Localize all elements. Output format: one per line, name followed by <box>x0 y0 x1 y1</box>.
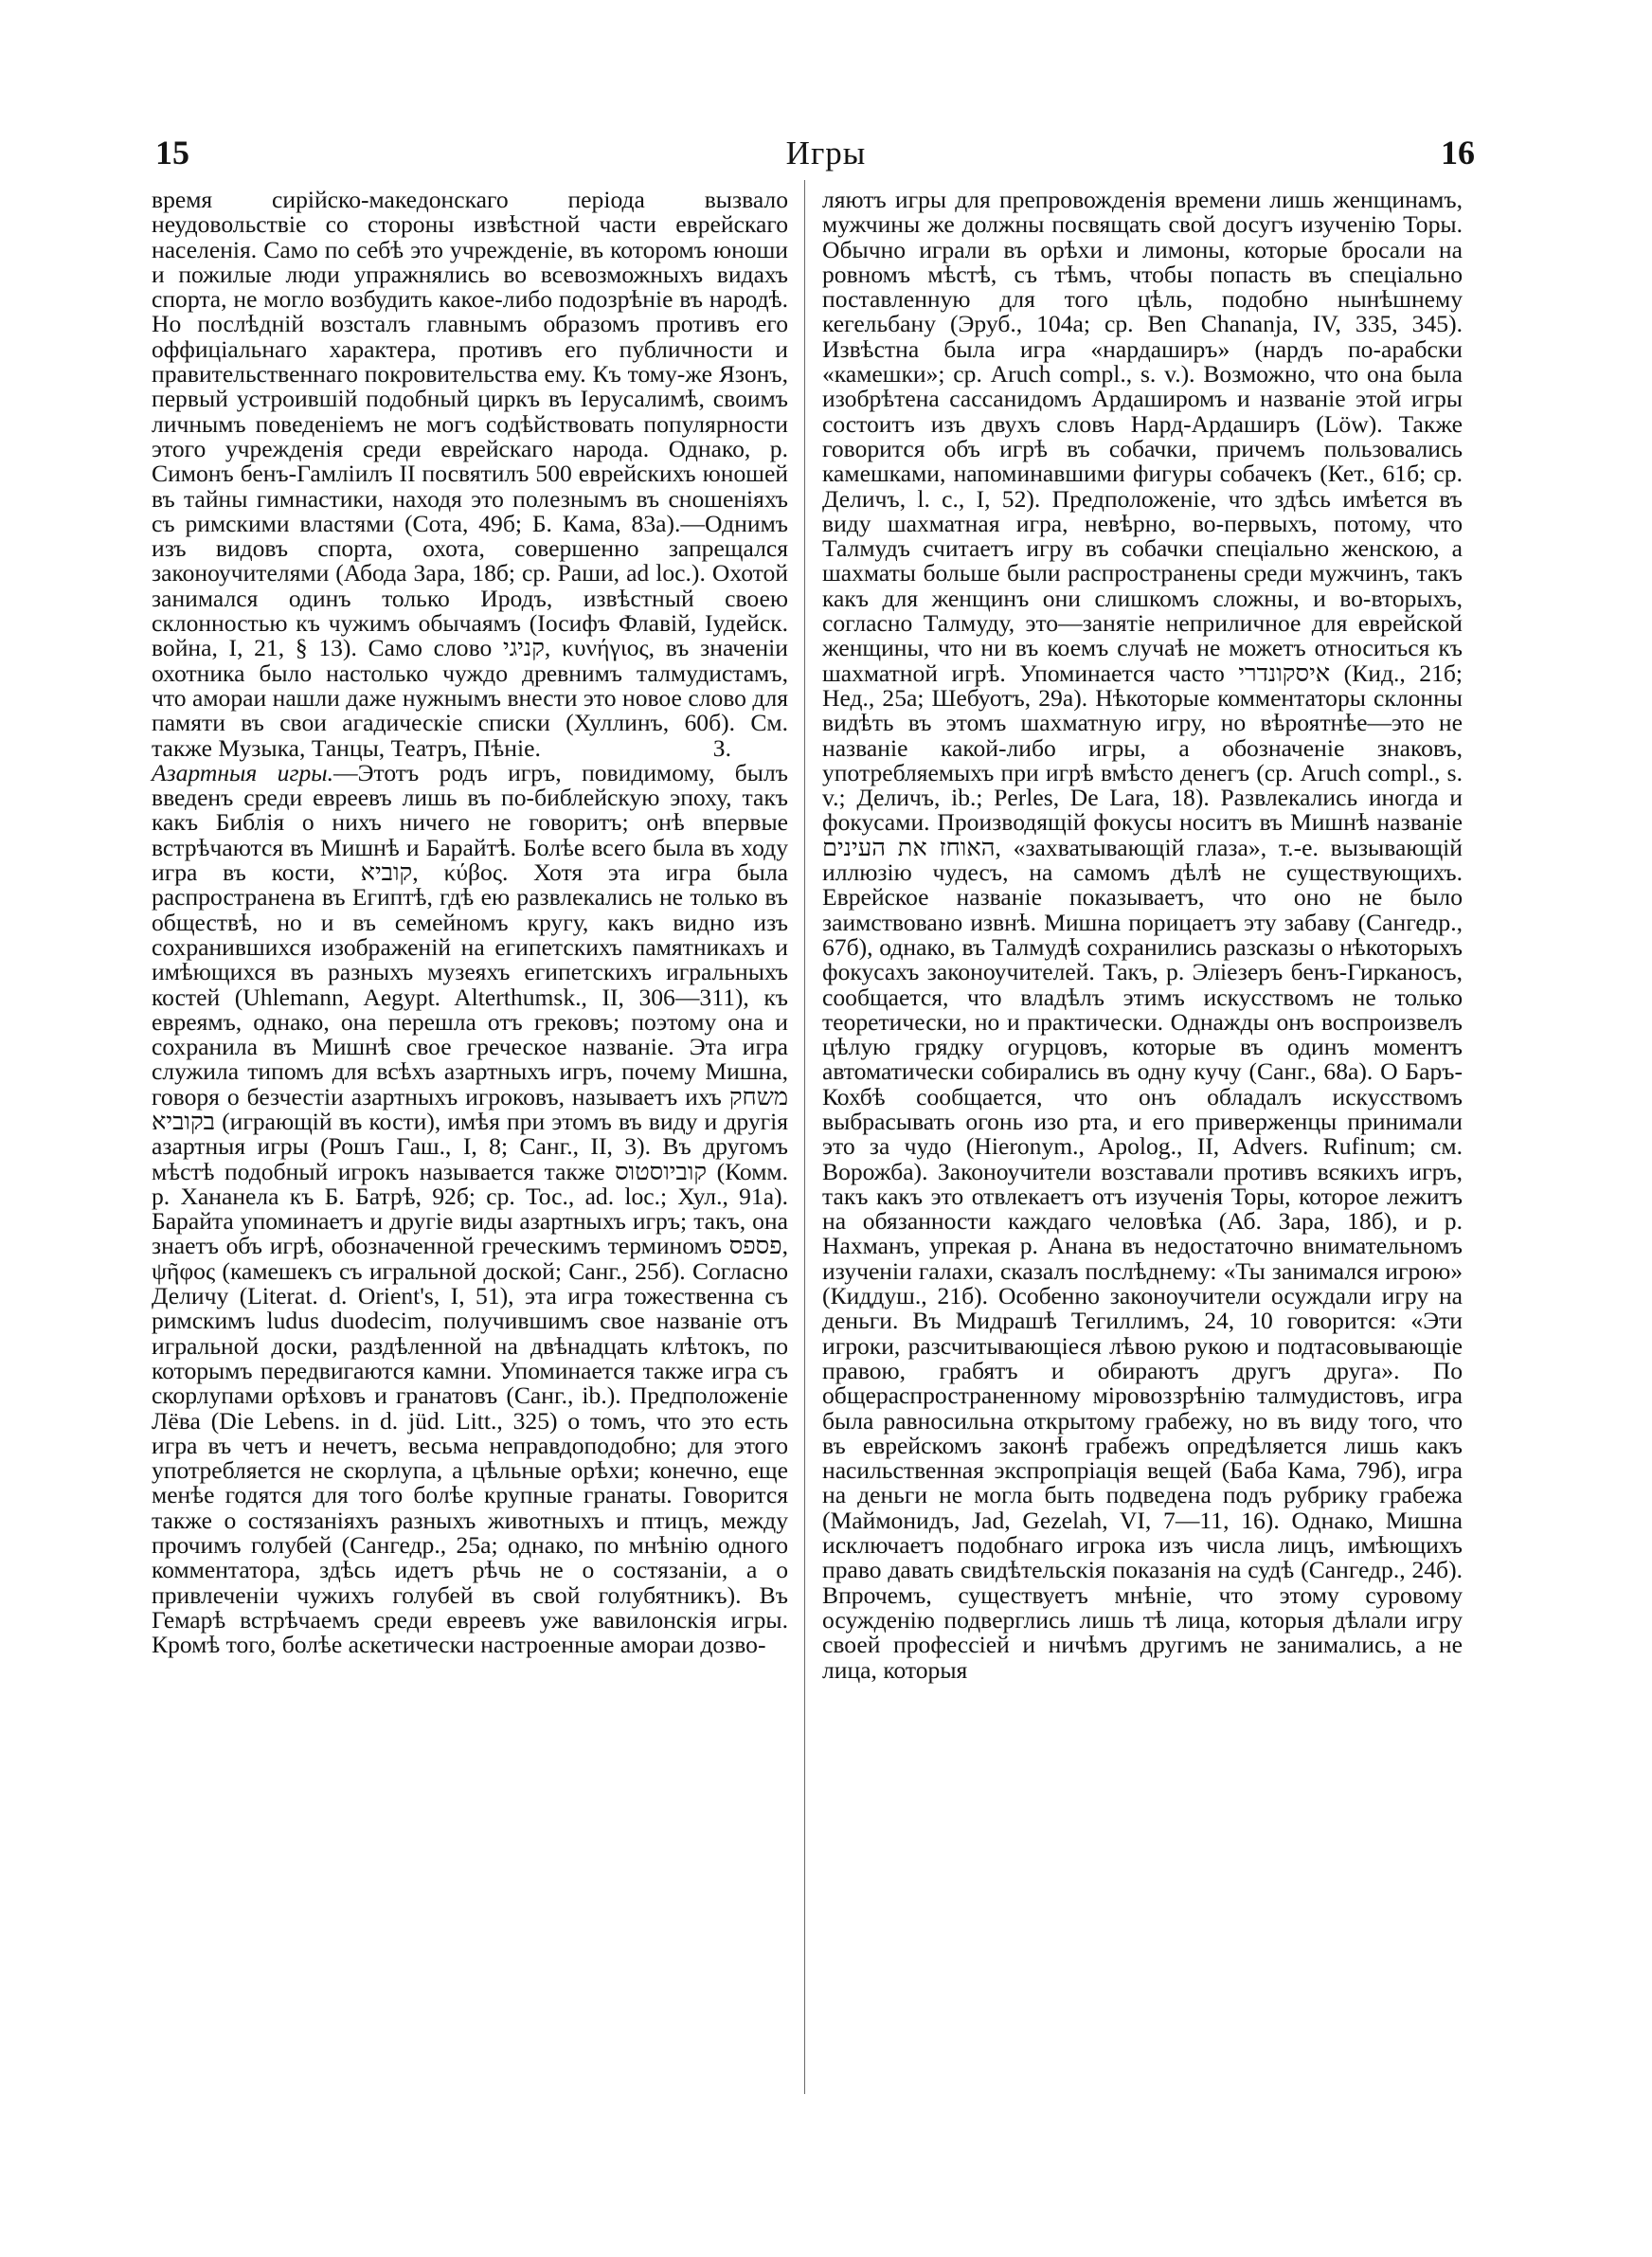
page-header <box>0 133 1652 190</box>
running-title: Игры <box>785 135 867 172</box>
paragraph-sport-intro <box>152 188 788 761</box>
paragraph-text: —Этотъ родъ игръ, повидимому, былъ введенъ среди евреевъ лишь въ по-библейскую эпоху, такъ какъ Библія о нихъ ничего не говоритъ; онѣ впервые встрѣчаются въ Мишнѣ и Барайтѣ. Болѣе всего была въ ходу игра въ кости, קוביא, κύβος. Хотя эта игра была распространена въ Египтѣ, гдѣ ею развлекались не только въ обществѣ, но и въ семейномъ кругу, какъ видно изъ сохранившихся изображеній на египетскихъ памятникахъ и имѣющихся въ разныхъ музеяхъ египетскихъ игральныхъ костей (Uhlemann, Aegypt. Alterthumsk., II, 306—311), къ евреямъ, однако, она перешла отъ грековъ; поэтому она и сохранила въ Мишнѣ свое греческое названіе. Эта игра служила типомъ для всѣхъ азартныхъ игръ, почему Мишна, говоря о безчестіи азартныхъ игроковъ, называетъ ихъ משחק בקוביא (играющій въ кости), имѣя при этомъ въ виду и другія азартныя игры (Рошъ Гаш., I, 8; Санг., II, 3). Въ другомъ мѣстѣ подобный игрокъ называется также קוביוסטוס (Комм. р. Хананела къ Б. Батрѣ, 92б; ср. Тос., ad. loc.; Хул., 91а). Барайта упоминаетъ и другіе виды азартныхъ игръ; такъ, она знаетъ объ игрѣ, обозначенной греческимъ терминомъ פספס, ψῆφος (камешекъ съ игральной доской; Санг., 25б). Согласно Деличу (Literat. d. Orient's, I, 51), эта игра тожественна съ римскимъ ludus duodecim, получившимъ свое названіе отъ игральной доски, раздѣленной на двѣнадцать клѣтокъ, по которымъ передвигаются камни. Упоминается также игра съ скорлупами орѣховъ и гранатовъ (Санг., ib.). Предположеніе Лёва (Die Lebens. in d. jüd. Litt., 325) о томъ, что это есть игра въ четъ и нечетъ, весьма неправдоподобно; для этого употребляется не скорлупа, а цѣльные орѣхи; конечно, еще менѣе годятся для того болѣе крупные гранаты. Говорится также о состязаніяхъ разныхъ животныхъ и птицъ, между прочимъ голубей (Сангедр., 25а; однако, по мнѣнію одного комментатора, здѣсь идетъ рѣчь не о состязаніи, а о привлеченіи чужихъ голубей въ свой голубятникъ). Въ Гемарѣ встрѣчаемъ среди евреевъ уже вавилонскія игры. Кромѣ того, болѣе аскетически настроенные амораи дозво- <box>152 758 789 1659</box>
page-number-right: 16 <box>1441 134 1475 172</box>
paragraph-gambling <box>152 758 789 1659</box>
section-heading: Азартныя игры. <box>152 758 333 786</box>
right-column <box>822 188 1463 1683</box>
paragraph-text: ляютъ игры для препровожденія времени лишь женщинамъ, мужчины же должны посвящать свой досугъ изученію Торы. Обычно играли въ орѣхи и лимоны, которые бросали на ровномъ мѣстѣ, съ тѣмъ, чтобы попасть въ спеціально поставленную для того цѣль, подобно нынѣшнему кегельбану (Эруб., 104а; ср. Ben Chananja, IV, 335, 345). Извѣстна была игра «нардаширъ» (нардъ по-арабски «камешки»; ср. Aruch compl., s. v.). Возможно, что она была изобрѣтена сассанидомъ Ардаширомъ и названіе этой игры состоитъ изъ двухъ словъ Нард-Ардаширъ (Löw). Также говорится объ игрѣ въ собачки, причемъ пользовались камешками, напоминавшими фигуры собачекъ (Кет., 61б; ср. Деличъ, l. c., I, 52). Предположеніе, что здѣсь имѣется въ виду шахматная игра, невѣрно, во-первыхъ, потому, что Талмудъ считаетъ игру въ собачки спеціально женскою, а шахматы больше были распространены среди мужчинъ, такъ какъ для женщинъ они слишкомъ сложны, и во-вторыхъ, согласно Талмуду, это—занятіе неприличное для еврейской женщины, что ни въ коемъ случаѣ не можетъ относиться къ шахматной игрѣ. Упоминается часто איסקונדרי (Кид., 21б; Нед., 25а; Шебуотъ, 29а). Нѣкоторые комментаторы склонны видѣть въ этомъ шахматную игру, но вѣроятнѣе—это не названіе какой-либо игры, а обозначеніе знаковъ, употребляемыхъ при игрѣ вмѣсто денегъ (ср. Aruch compl., s. v.; Деличъ, ib.; Perles, De Lara, 18). Развлекались иногда и фокусами. Производящій фокусы носитъ въ Мишнѣ названіе האוחז את העינים, «захватывающій глаза», т.-е. вызывающій иллюзію чудесъ, на самомъ дѣлѣ не существующихъ. Еврейское названіе показываетъ, что оно не было заимствовано извнѣ. Мишна порицаетъ эту забаву (Сангедр., 67б), однако, въ Талмудѣ сохранились разсказы о нѣкоторыхъ фокусахъ законоучителей. Такъ, р. Эліезеръ бенъ-Гирканосъ, сообщается, что владѣлъ этимъ искусствомъ не только теоретически, но и практически. Однажды онъ воспроизвелъ цѣлую грядку огурцовъ, которые въ одинъ моментъ автоматически собирались въ одну кучу (Санг., 68а). О Баръ-Кохбѣ сообщается, что онъ обладалъ искусствомъ выбрасывать огонь изо рта, и его приверженцы принимали это за чудо (Hieronym., Apolog., II, Advers. Rufinum; см. Ворожба). Законоучители возставали противъ всякихъ игръ, такъ какъ это отвлекаетъ отъ изученія Торы, которое лежитъ на обязанности каждаго человѣка (Аб. Зара, 18б), и р. Нахманъ, упрекая р. Анана въ недостаточно внимательномъ изученіи галахи, сказалъ послѣднему: «Ты занимался игрою» (Киддуш., 21б). Особенно законоучители осуждали игру на деньги. Въ Мидрашѣ Тегиллимъ, 24, 10 говорится: «Эти игроки, разсчитывающіеся лѣвою рукою и подтасовывающіе правою, грабятъ и обираютъ другъ друга». По общераспространенному міровоззрѣнію талмудистовъ, игра была равносильна открытому грабежу, но въ виду того, что въ еврейскомъ законѣ грабежъ опредѣляется лишь какъ насильственная экспропріація вещей (Баба Кама, 79б), игра на деньги не могла быть подведена подъ рубрику грабежа (Маймонидъ, Jad, Gezelah, VI, 7—11, 16). Однако, Мишна исключаетъ подобнаго игрока изъ числа лицъ, имѣющихъ право давать свидѣтельскія показанія на судѣ (Сангедр., 24б). Впрочемъ, существуетъ мнѣніе, что этому суровому осужденію подверглись лишь тѣ лица, которыя дѣлали игру своей профессіей и ничѣмъ другимъ не занимались, а не лица, которыя <box>822 186 1463 1684</box>
author-signature: З. <box>712 733 731 762</box>
paragraph-games-continued <box>822 188 1463 1683</box>
paragraph-text: время сирійско-македонскаго періода вызвало неудовольствіе со стороны извѣстной части еврейскаго населенія. Само по себѣ это учрежденіе, въ которомъ юноши и пожилые люди упражнялись во всевозможныхъ видахъ спорта, не могло возбудить какое-либо подозрѣніе въ народѣ. Но послѣдній возсталъ главнымъ образомъ противъ его оффиціальнаго характера, противъ его публичности и правительственнаго покровительства ему. Къ тому-же Язонъ, первый устроившій подобный циркъ въ Іерусалимѣ, своимъ личнымъ поведеніемъ не могъ содѣйствовать популярности этого учрежденія среди еврейскаго народа. Однако, р. Симонъ бенъ-Гамліилъ II посвятилъ 500 еврейскихъ юношей въ тайны гимнастики, находя это полезнымъ въ сношеніяхъ съ римскими властями (Сота, 49б; Б. Кама, 83а).—Однимъ изъ видовъ спорта, охота, совершенно запрещался законоучителями (Абода Зара, 18б; ср. Раши, ad loc.). Охотой занимался одинъ только Иродъ, извѣстный своею склонностью къ чужимъ обычаямъ (Іосифъ Флавій, Іудейск. война, I, 21, § 13). Само слово קניגי, κυνήγιος, въ значеніи охотника было настолько чуждо древнимъ талмудистамъ, что амораи нашли даже нужнымъ внести это новое слово для памяти въ свои агадическіе списки (Хуллинъ, 60б). См. также Музыка, Танцы, Театръ, Пѣніе. <box>152 186 788 762</box>
page-number-left: 15 <box>155 134 189 172</box>
column-divider <box>804 180 805 2094</box>
left-column <box>152 188 788 1658</box>
